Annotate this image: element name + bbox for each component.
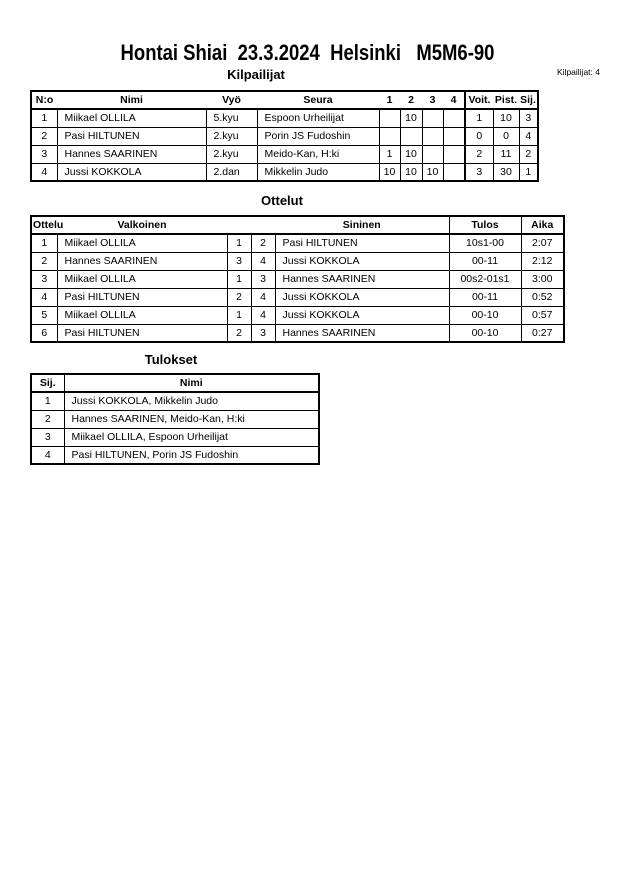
matches-table-label: Ottelut [261,193,303,208]
column-header: N:o [31,91,57,109]
table-cell: 5 [31,306,57,324]
table-row [31,392,319,410]
table-cell: 3 [31,145,57,163]
table-row [31,234,564,252]
table-cell: 5.kyu [206,109,257,127]
table-cell: 0 [465,127,493,145]
table-cell: 3 [227,252,251,270]
matches-table [30,215,565,343]
table-cell: 2 [31,127,57,145]
table-cell [443,145,465,163]
table-cell: 30 [493,163,519,181]
table-cell: Hannes SAARINEN [57,145,206,163]
table-cell: Jussi KOKKOLA [275,288,449,306]
competitor-count-label: Kilpailijat: 4 [557,67,600,77]
table-row [31,163,538,181]
table-cell: 3:00 [521,270,564,288]
table-cell: 2 [519,145,538,163]
table-cell: 0:52 [521,288,564,306]
table-cell: Mikkelin Judo [257,163,379,181]
table-cell: 1 [379,145,400,163]
table-cell: 1 [31,234,57,252]
column-header: 4 [443,91,465,109]
table-cell: 2.kyu [206,145,257,163]
table-cell: Porin JS Fudoshin [257,127,379,145]
table-cell: 0:27 [521,324,564,342]
table-cell [379,109,400,127]
competitors-table-label: Kilpailijat [227,67,285,82]
table-cell: Jussi KOKKOLA [57,163,206,181]
results-table-head [31,374,319,392]
table-cell: Meido-Kan, H:ki [257,145,379,163]
table-row [31,410,319,428]
header-row [31,216,564,234]
column-header: 1 [379,91,400,109]
table-cell: 1 [519,163,538,181]
table-cell: 10s1-00 [449,234,521,252]
column-header [227,216,251,234]
competitors-table-head [31,91,538,109]
column-header: Tulos [449,216,521,234]
table-cell: 1 [31,392,64,410]
table-row [31,288,564,306]
table-cell: 00-11 [449,252,521,270]
table-row [31,145,538,163]
column-header: Voit. [465,91,493,109]
table-cell [400,127,422,145]
column-header: Sij. [31,374,64,392]
table-cell: 00-11 [449,288,521,306]
table-cell: Jussi KOKKOLA [275,306,449,324]
table-cell: 2.dan [206,163,257,181]
table-cell: Hannes SAARINEN [275,270,449,288]
competitors-table [30,90,539,182]
table-cell: 4 [31,446,64,464]
table-cell: 00s2-01s1 [449,270,521,288]
table-cell: 1 [227,306,251,324]
table-cell: 0 [493,127,519,145]
table-cell: 4 [31,163,57,181]
table-row [31,109,538,127]
table-cell: 3 [31,270,57,288]
table-cell: Miikael OLLILA [57,109,206,127]
table-cell: 4 [519,127,538,145]
table-cell: 1 [465,109,493,127]
table-cell: 2 [251,234,275,252]
table-row [31,127,538,145]
page-title: Hontai Shiai 23.3.2024 Helsinki M5M6-90 [120,40,495,65]
column-header: 2 [400,91,422,109]
table-row [31,270,564,288]
table-cell: 2 [465,145,493,163]
table-cell: Pasi HILTUNEN [275,234,449,252]
table-cell: 2 [31,410,64,428]
table-cell: Pasi HILTUNEN [57,324,227,342]
table-cell: Hannes SAARINEN, Meido-Kan, H:ki [64,410,319,428]
column-header: Pist. [493,91,519,109]
table-cell [422,145,443,163]
table-cell: 4 [251,288,275,306]
table-cell [379,127,400,145]
table-cell: Hannes SAARINEN [275,324,449,342]
table-cell: 10 [422,163,443,181]
column-header: Sij. [519,91,538,109]
table-cell: 1 [31,109,57,127]
matches-table-body [31,234,564,342]
table-cell: 3 [465,163,493,181]
column-header: Sininen [275,216,449,234]
header-row [31,374,319,392]
column-header: Aika [521,216,564,234]
table-row [31,306,564,324]
table-cell: Jussi KOKKOLA, Mikkelin Judo [64,392,319,410]
column-header: Seura [257,91,379,109]
table-cell: 10 [379,163,400,181]
column-header: Valkoinen [57,216,227,234]
table-row [31,252,564,270]
table-cell: 3 [251,324,275,342]
table-cell: Miikael OLLILA, Espoon Urheilijat [64,428,319,446]
table-cell: 6 [31,324,57,342]
table-row [31,324,564,342]
table-cell: 00-10 [449,324,521,342]
table-cell: Miikael OLLILA [57,270,227,288]
column-header: Nimi [64,374,319,392]
table-cell: 4 [251,252,275,270]
column-header [251,216,275,234]
table-cell: 4 [31,288,57,306]
table-cell: 4 [251,306,275,324]
table-cell: 10 [400,145,422,163]
column-header: Nimi [57,91,206,109]
table-cell [443,163,465,181]
table-cell: 2:12 [521,252,564,270]
table-cell [443,109,465,127]
table-cell: Miikael OLLILA [57,306,227,324]
table-cell: 10 [493,109,519,127]
table-cell: 00-10 [449,306,521,324]
table-cell: Miikael OLLILA [57,234,227,252]
table-cell: 1 [227,270,251,288]
header-row [31,91,538,109]
table-cell: 3 [251,270,275,288]
table-cell: 2:07 [521,234,564,252]
table-cell: Espoon Urheilijat [257,109,379,127]
results-table-label: Tulokset [144,352,198,367]
table-cell: 2 [227,324,251,342]
table-cell [443,127,465,145]
table-cell: 10 [400,163,422,181]
table-cell: 3 [519,109,538,127]
table-cell: Hannes SAARINEN [57,252,227,270]
table-cell [422,109,443,127]
table-row [31,446,319,464]
results-table [30,373,320,465]
table-cell: 2 [31,252,57,270]
table-cell: Pasi HILTUNEN [57,127,206,145]
table-cell: 11 [493,145,519,163]
column-header: Vyö [206,91,257,109]
results-table-body [31,392,319,464]
table-cell: 2.kyu [206,127,257,145]
column-header: Ottelu [31,216,57,234]
matches-table-head [31,216,564,234]
table-cell [422,127,443,145]
table-cell: 2 [227,288,251,306]
competitors-table-body [31,109,538,181]
table-cell: 0:57 [521,306,564,324]
column-header: 3 [422,91,443,109]
table-row [31,428,319,446]
table-cell: Pasi HILTUNEN, Porin JS Fudoshin [64,446,319,464]
table-cell: 1 [227,234,251,252]
table-cell: 10 [400,109,422,127]
table-cell: Jussi KOKKOLA [275,252,449,270]
table-cell: 3 [31,428,64,446]
table-cell: Pasi HILTUNEN [57,288,227,306]
